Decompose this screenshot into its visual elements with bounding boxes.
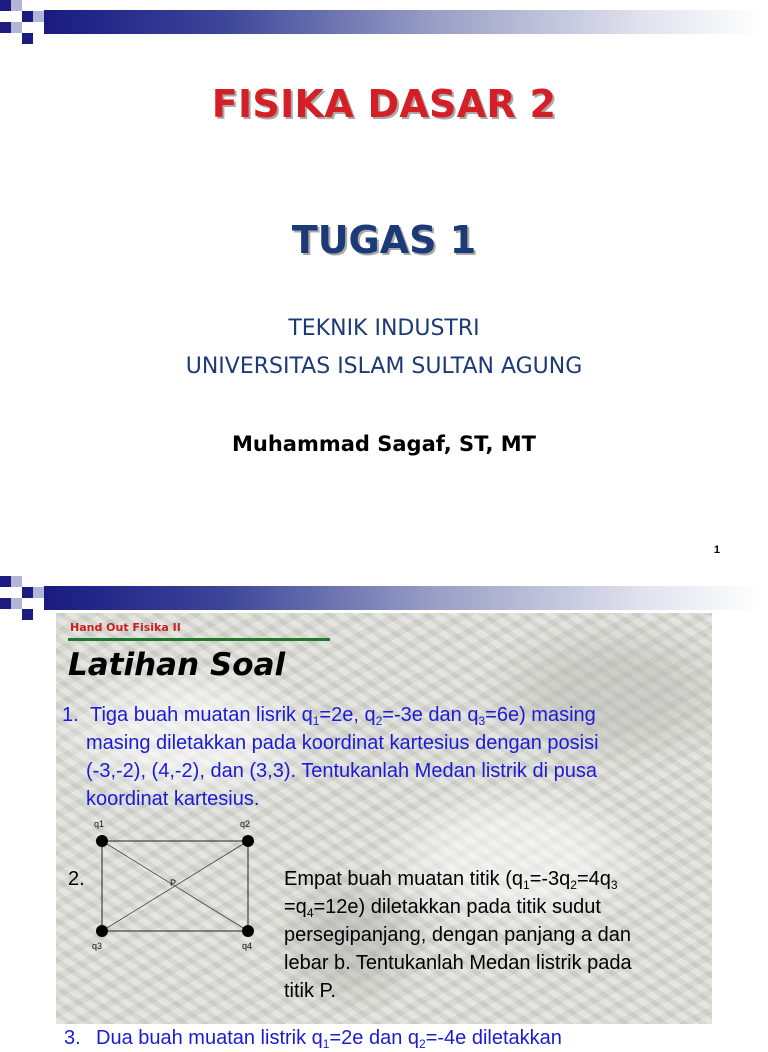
handout-image xyxy=(56,613,712,1051)
question-1-line-2: masing diletakkan pada koordinat kartesius dengan posisi xyxy=(86,732,599,754)
author-name: Muhammad Sagaf, ST, MT xyxy=(232,432,536,456)
program-name: TEKNIK INDUSTRI xyxy=(288,316,480,341)
question-2-number: 2. xyxy=(68,868,85,890)
label-p: P xyxy=(170,878,177,888)
slide-title: FISIKA DASAR 2 xyxy=(211,82,557,126)
question-2-line-3: persegipanjang, dengan panjang a dan xyxy=(284,924,631,946)
header-underline xyxy=(68,638,330,641)
slide-subtitle: TUGAS 1 xyxy=(291,218,477,262)
label-q4: q4 xyxy=(242,941,253,951)
question-1-number: 1. xyxy=(62,704,79,726)
charge-q1-dot xyxy=(96,835,108,847)
page-number: 1 xyxy=(713,544,720,556)
charge-q4-dot xyxy=(242,925,254,937)
charge-q3-dot xyxy=(96,925,108,937)
charge-rectangle-diagram xyxy=(84,813,274,953)
exercise-slide xyxy=(0,576,768,1051)
label-q3: q3 xyxy=(92,941,103,951)
slide-header-decoration xyxy=(0,0,768,48)
question-3-number: 3. xyxy=(64,1027,81,1049)
exercise-heading: Latihan Soal xyxy=(68,647,286,683)
question-2-line-2: $=q_4=12e$) diletakkan pada titik sudut xyxy=(284,896,601,920)
charge-q2-dot xyxy=(242,835,254,847)
question-1-line-1: Tiga buah muatan lisrik $q_1=2e$, $q_2=-3e$ dan $q_3=6e$) masing xyxy=(90,704,596,728)
question-1-line-3: (-3,-2), (4,-2), dan (3,3). Tentukanlah Medan listrik di pusa xyxy=(86,760,597,782)
question-3-line-1: Dua buah muatan listrik $q_1=2e$ dan $q_2=-4e$ diletakkan xyxy=(96,1027,562,1051)
handout-label: Hand Out Fisika II xyxy=(70,621,181,634)
question-2-line-4: lebar b. Tentukanlah Medan listrik pada xyxy=(284,952,632,974)
label-q1: q1 xyxy=(94,819,105,829)
label-q2: q2 xyxy=(240,819,251,829)
university-name: UNIVERSITAS ISLAM SULTAN AGUNG xyxy=(185,354,583,379)
question-2-line-5: titik P. xyxy=(284,980,336,1002)
question-1-line-4: koordinat kartesius. xyxy=(86,788,260,810)
question-2-line-1: Empat buah muatan titik ($q_1=-3q_2=4q_3$ xyxy=(284,868,618,892)
